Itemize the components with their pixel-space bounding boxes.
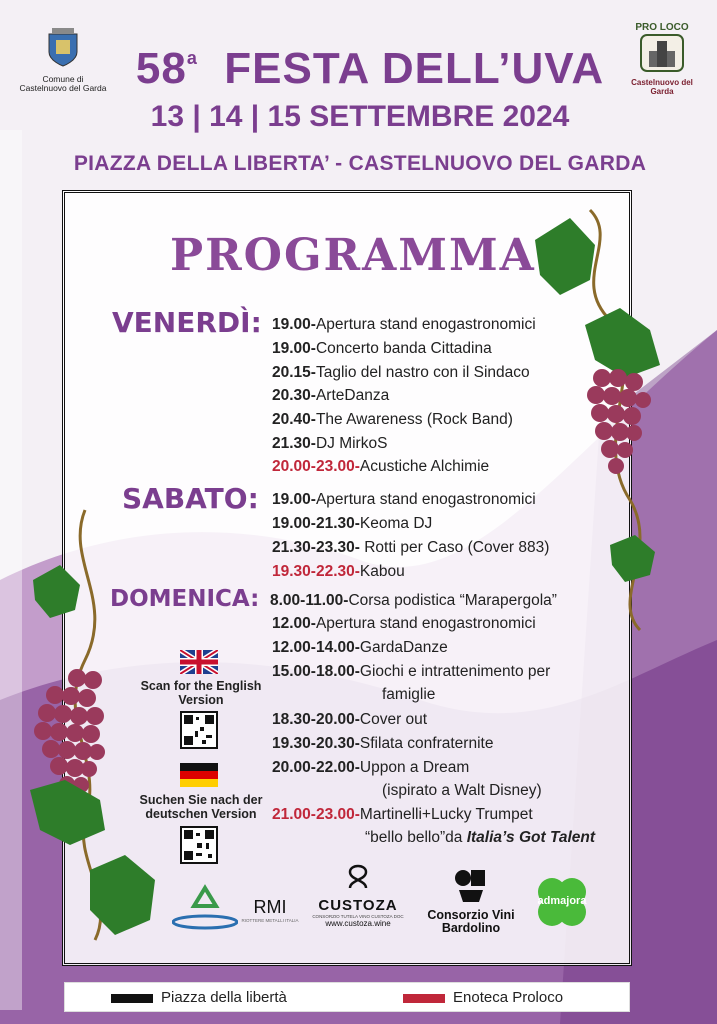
- schedule-row-continued: [382, 686, 435, 704]
- schedule-time: 20.00-23.00-: [272, 458, 360, 475]
- edition-sup: a: [186, 48, 198, 68]
- day-label-domenica: DOMENICA:: [110, 586, 260, 612]
- schedule-time: 21.00-23.00-: [272, 806, 360, 823]
- scan-english-text: Scan for the English Version: [140, 679, 262, 707]
- schedule-text: Apertura stand enogastronomici: [315, 491, 536, 508]
- program-title: PROGRAMMA: [170, 230, 536, 281]
- schedule-row-enoteca: [272, 563, 405, 581]
- sponsor-rmi-sub: RIOTTERE METALLI ITALIA: [241, 918, 299, 923]
- schedule-time: 19.00-: [272, 316, 316, 333]
- schedule-text: Sfilata confraternite: [359, 735, 494, 752]
- day-label-sabato: SABATO:: [122, 482, 259, 515]
- schedule-time: 19.00-: [272, 340, 316, 357]
- schedule-row: [272, 340, 492, 358]
- sponsor-bardolino-name: Consorzio Vini Bardolino: [427, 908, 515, 935]
- schedule-row: [272, 663, 550, 681]
- comune-logo: [18, 28, 108, 93]
- legend-label-enoteca: Enoteca Proloco: [453, 989, 564, 1006]
- sponsor-bardolino: [426, 868, 516, 935]
- schedule-text: ArteDanza: [315, 387, 390, 404]
- schedule-text: Uppon a Dream: [359, 759, 470, 776]
- schedule-row: [272, 491, 536, 509]
- grape-vine-right-icon: [530, 200, 717, 640]
- germany-flag-icon: [180, 763, 218, 787]
- schedule-time: 8.00-11.00-: [270, 592, 349, 609]
- schedule-row: [272, 435, 387, 453]
- sponsor-admajora-name: admajora: [537, 895, 587, 907]
- schedule-text: Taglio del nastro con il Sindaco: [315, 364, 530, 381]
- schedule-row: [272, 515, 432, 533]
- legend-swatch-piazza: [111, 994, 153, 1003]
- schedule-row: [272, 364, 530, 382]
- schedule-text: Rotti per Caso (Cover 883): [359, 539, 550, 556]
- bardolino-logo-icon: [451, 868, 491, 904]
- schedule-text: Keoma DJ: [359, 515, 433, 532]
- schedule-text: Kabou: [359, 563, 405, 580]
- day-label-venerdi: VENERDÌ:: [112, 306, 262, 339]
- schedule-time: 21.30-23.30-: [272, 539, 360, 556]
- schedule-time: 19.00-21.30-: [272, 515, 360, 532]
- scan-german-text: Suchen Sie nach der deutschen Version: [139, 793, 263, 821]
- sponsor-custoza-sub: CONSORZIO TUTELA VINO CUSTOZA DOC: [312, 914, 404, 919]
- schedule-time: 19.30-22.30-: [272, 563, 360, 580]
- schedule-row: [272, 411, 513, 429]
- schedule-text: Corsa podistica “Marapergola”: [348, 592, 557, 609]
- schedule-row: [272, 615, 536, 633]
- schedule-row-continued: [365, 829, 595, 847]
- schedule-row-enoteca: [272, 806, 533, 824]
- sponsor-rmi-name: RMI: [253, 897, 287, 917]
- schedule-text: Giochi e intrattenimento per: [359, 663, 551, 680]
- schedule-time: 20.40-: [272, 411, 316, 428]
- sponsor-custoza-url: www.custoza.wine: [325, 919, 391, 928]
- proloco-logo-top: PRO LOCO: [635, 22, 689, 33]
- schedule-time: 20.30-: [272, 387, 316, 404]
- qr-code-german[interactable]: [180, 826, 218, 864]
- schedule-text: The Awareness (Rock Band): [315, 411, 513, 428]
- sponsor-rmi: [240, 897, 300, 923]
- schedule-text: Apertura stand enogastronomici: [315, 615, 536, 632]
- event-title-text: FESTA DELL’UVA: [224, 44, 605, 93]
- event-place: PIAZZA DELLA LIBERTA’ - CASTELNUOVO DEL GARDA: [73, 152, 647, 175]
- comune-logo-text: Comune di Castelnuovo del Garda: [19, 74, 107, 93]
- proloco-logo: [624, 22, 700, 96]
- qr-code-english[interactable]: [180, 711, 218, 749]
- custoza-logo-icon: [341, 862, 375, 892]
- schedule-time: 12.00-: [272, 615, 316, 632]
- schedule-text: GardaDanze: [359, 639, 448, 656]
- schedule-time: 15.00-18.00-: [272, 663, 360, 680]
- schedule-text: famiglie: [382, 686, 436, 703]
- qr-code-icon: [182, 713, 216, 747]
- schedule-row: [272, 387, 389, 405]
- sponsor-admajora: [532, 872, 592, 932]
- edition-number: 58: [135, 44, 187, 93]
- schedule-row: [272, 539, 549, 557]
- schedule-text: (ispirato a Walt Disney): [382, 782, 542, 799]
- schedule-time: 21.30-: [272, 435, 316, 452]
- schedule-row: [272, 639, 448, 657]
- castle-icon: [639, 33, 685, 73]
- event-title: [130, 44, 610, 94]
- schedule-text: Cover out: [359, 711, 428, 728]
- schedule-text: Concerto banda Cittadina: [315, 340, 492, 357]
- legend-label-piazza: Piazza della libertà: [161, 989, 287, 1006]
- schedule-row-enoteca: [272, 458, 489, 476]
- schedule-text: “bello bello”da: [365, 829, 467, 846]
- schedule-time: 18.30-20.00-: [272, 711, 360, 728]
- schedule-time: 19.00-: [272, 491, 316, 508]
- schedule-row-continued: [382, 782, 542, 800]
- sponsor-custoza-name: CUSTOZA: [318, 897, 398, 914]
- uk-flag-icon: [180, 650, 218, 674]
- schedule-highlight: Italia’s Got Talent: [466, 829, 596, 846]
- grape-vine-left-icon: [25, 500, 165, 950]
- schedule-text: Martinelli+Lucky Trumpet: [359, 806, 533, 823]
- recycle-logo-icon: [172, 882, 238, 930]
- coat-of-arms-icon: [46, 28, 80, 68]
- schedule-text: Acustiche Alchimie: [359, 458, 490, 475]
- proloco-logo-bottom: Castelnuovo del Garda: [631, 78, 693, 96]
- schedule-row: [272, 711, 427, 729]
- schedule-row: [272, 735, 493, 753]
- sponsor-custoza: [308, 862, 408, 928]
- schedule-text: Apertura stand enogastronomici: [315, 316, 536, 333]
- schedule-text: DJ MirkoS: [315, 435, 388, 452]
- schedule-time: 20.15-: [272, 364, 316, 381]
- schedule-row: [272, 759, 469, 777]
- schedule-time: 20.00-22.00-: [272, 759, 360, 776]
- event-dates: 13 | 14 | 15 SETTEMBRE 2024: [150, 100, 570, 133]
- schedule-time: 19.30-20.30-: [272, 735, 360, 752]
- schedule-row: [272, 316, 536, 334]
- qr-code-icon: [182, 828, 216, 862]
- legend-bar: [64, 982, 630, 1012]
- schedule-row: [270, 592, 557, 610]
- legend-swatch-enoteca: [403, 994, 445, 1003]
- schedule-time: 12.00-14.00-: [272, 639, 360, 656]
